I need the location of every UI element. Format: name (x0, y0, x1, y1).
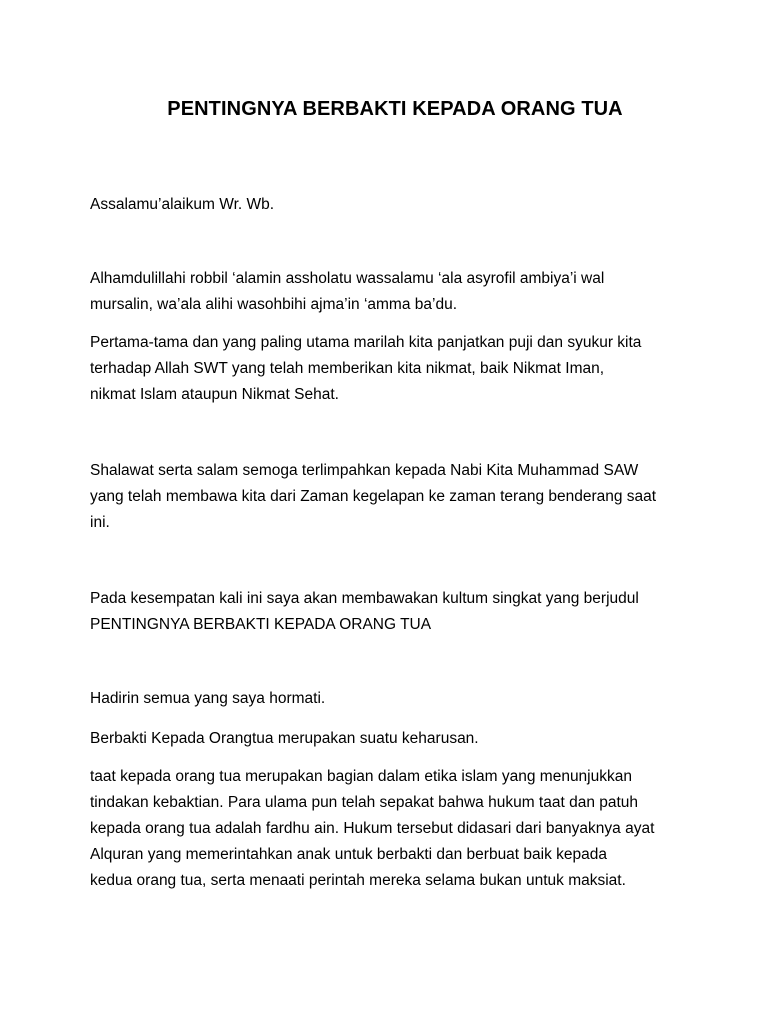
occasion-line: Pada kesempatan kali ini saya akan membawakan kultum singkat yang berjudul (90, 590, 639, 607)
gratitude-paragraph (90, 330, 710, 408)
gratitude-line: terhadap Allah SWT yang telah memberikan kita nikmat, baik Nikmat Iman, (90, 360, 605, 377)
opening-line: mursalin, wa’ala alihi wasohbihi ajma’in ‘amma ba’du. (90, 296, 458, 313)
shalawat-line: ini. (90, 514, 110, 531)
body-paragraph (90, 764, 710, 894)
body-line: kedua orang tua, serta menaati perintah mereka selama bukan untuk maksiat. (90, 872, 626, 889)
opening-line: Alhamdulillahi robbil ‘alamin assholatu wassalamu ‘ala asyrofil ambiya’i wal (90, 270, 605, 287)
body-line: Alquran yang memerintahkan anak untuk berbakti dan berbuat baik kepada (90, 846, 608, 863)
statement-line: Berbakti Kepada Orangtua merupakan suatu keharusan. (90, 730, 479, 747)
audience-paragraph (90, 686, 710, 712)
shalawat-line: yang telah membawa kita dari Zaman kegelapan ke zaman terang benderang saat (90, 488, 657, 505)
opening-paragraph (90, 266, 710, 318)
body-line: taat kepada orang tua merupakan bagian dalam etika islam yang menunjukkan (90, 768, 632, 785)
audience-line: Hadirin semua yang saya hormati. (90, 690, 326, 707)
gratitude-line: Pertama-tama dan yang paling utama marilah kita panjatkan puji dan syukur kita (90, 334, 642, 351)
shalawat-paragraph (90, 458, 710, 536)
statement-paragraph (90, 726, 710, 752)
occasion-line: PENTINGNYA BERBAKTI KEPADA ORANG TUA (90, 616, 432, 633)
greeting-paragraph (90, 192, 710, 218)
document-title: PENTINGNYA BERBAKTI KEPADA ORANG TUA (167, 98, 623, 120)
body-line: kepada orang tua adalah fardhu ain. Hukum tersebut didasari dari banyaknya ayat (90, 820, 655, 837)
occasion-paragraph (90, 586, 710, 638)
greeting-line: Assalamu’alaikum Wr. Wb. (90, 196, 275, 213)
gratitude-line: nikmat Islam ataupun Nikmat Sehat. (90, 386, 339, 403)
shalawat-line: Shalawat serta salam semoga terlimpahkan kepada Nabi Kita Muhammad SAW (90, 462, 639, 479)
body-line: tindakan kebaktian. Para ulama pun telah sepakat bahwa hukum taat dan patuh (90, 794, 639, 811)
